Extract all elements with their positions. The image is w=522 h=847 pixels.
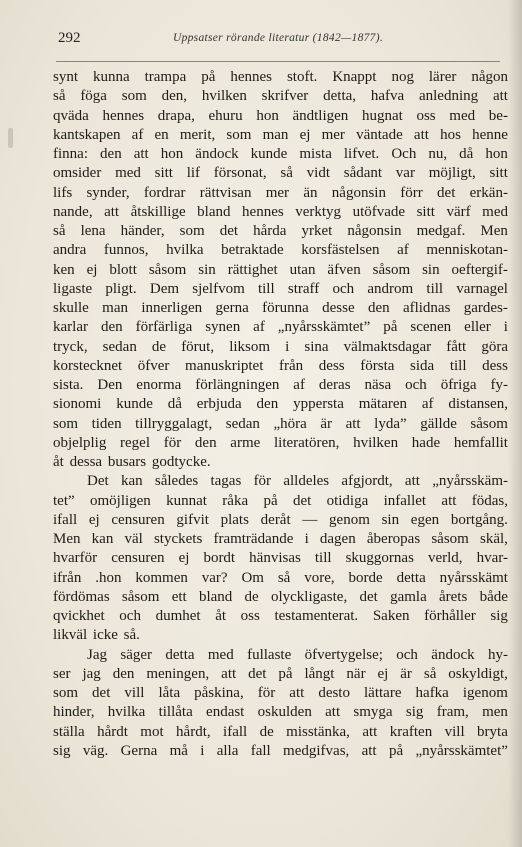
text-line: Det kan således tagas för alldeles afgjordt, att „nyårsskäm- [87, 473, 508, 490]
page-number: 292 [58, 30, 81, 46]
text-line: ifrån .hon kommen var? Om så vore, borde detta nyårsskämt [53, 569, 508, 586]
text-line: så lena händer, som det hårda yrket någonsin medgaf. Men [53, 223, 508, 239]
text-line: ligaste pligt. Dem sjelfvom till straff och androm till varnagel [53, 280, 508, 297]
text-line: ställa hårdt mot hårdt, ifall de misstänka, att kraften vill bryta [53, 723, 508, 740]
text-line: korstecknet öfver manuskriptet från dess första sida till dess [53, 357, 508, 374]
text-line: karlar den förfärliga synen af „nyårsskämtet” på scenen eller i [53, 319, 508, 336]
text-line: åt dessa busars godtycke. [53, 454, 211, 470]
text-line: synt kunna trampa på hennes stoft. Knappt nog lärer någon [53, 69, 508, 85]
text-line: qvickhet och dumhet åt oss testamenterat. Saken förhåller sig [53, 608, 508, 624]
text-line: skulle man innerligen gerna förunna desse den aflidnas gardes- [53, 300, 508, 316]
text-line: lifs synder, fordrar rättvisan mer än någonsin förr det erkän- [53, 184, 508, 201]
page-edge-shadow [508, 0, 522, 847]
text-line: ser jag den meningen, att det på långt när ej är så oskyldigt, [53, 665, 508, 682]
text-line: nande, att åtskillige bland hennes verktyg utöfvade sitt värf med [53, 203, 508, 220]
text-line: hinder, hvilka tillåta endast oskulden att smyga sig fram, men [53, 704, 508, 721]
text-line: objelplig regel för den arme literatören, hvilken hade hemfallit [53, 434, 508, 451]
header-rule [56, 61, 500, 62]
text-line: tryck, sedan de förut, liksom i sina välmaktsdagar fått göra [53, 338, 508, 355]
page-header [58, 30, 498, 54]
text-line: som det vill låta påskina, för att desto lättare hafka igenom [53, 685, 508, 701]
text-line: finna: den att hon ändock kunde mista lifvet. Och nu, då hon [53, 146, 508, 162]
text-line: ken ej blott såsom sin rättighet utan äfven såsom sin oeftergif- [53, 261, 508, 278]
text-line: qväda hennes drapa, ehuru hon ändtligen hugnat oss med be- [53, 107, 508, 124]
text-line: sig väg. Gerna må i allа fall medgifvas, att på „nyårsskämtet” [53, 742, 508, 759]
text-line: Men kan väl styckets framträdande i dagen åberopas såsom skäl, [53, 531, 508, 547]
text-line: Jag säger detta med fullaste öfvertygelse; och ändock hy- [87, 646, 508, 663]
text-line: sionomi kunde då erbjuda den yppersta mätaren af distansen, [53, 396, 508, 413]
margin-mark [8, 128, 13, 148]
text-line: fördömas såsom ett bland de olyckligaste, det gamla årets både [53, 588, 508, 605]
body-text [53, 68, 508, 761]
text-line: tet” omöjligen kunnat råka på det otidiga infallet att födas, [53, 492, 508, 509]
text-line: andra funnos, hvilka betraktade korsfästelsen af menniskotan- [53, 242, 508, 259]
text-line: kantskapen af en merit, som man ej mer väntade att hos henne [53, 126, 508, 143]
text-line: så föga som den, hvilken skrifver detta, hafva anledning att [53, 88, 508, 105]
text-line: hvarför censuren ej bordt hänvisas till skuggornas verld, hvar- [53, 550, 508, 567]
text-line: omsider med sitt lif försonat, så vidt sådant var möjligt, sitt [53, 165, 508, 182]
text-line: som tiden tillryggalagt, sedan „höra är att lyda” gällde såsom [53, 415, 508, 432]
text-line: ifall ej censuren gifvit plats deråt — genom sin egen bortgång. [53, 511, 508, 528]
text-line: sista. Den enorma förlängningen af deras näsa och öfriga fy- [53, 377, 508, 393]
text-line: likväl icke så. [53, 627, 140, 644]
running-title: Uppsatser rörande literatur (1842—1877). [172, 32, 384, 44]
